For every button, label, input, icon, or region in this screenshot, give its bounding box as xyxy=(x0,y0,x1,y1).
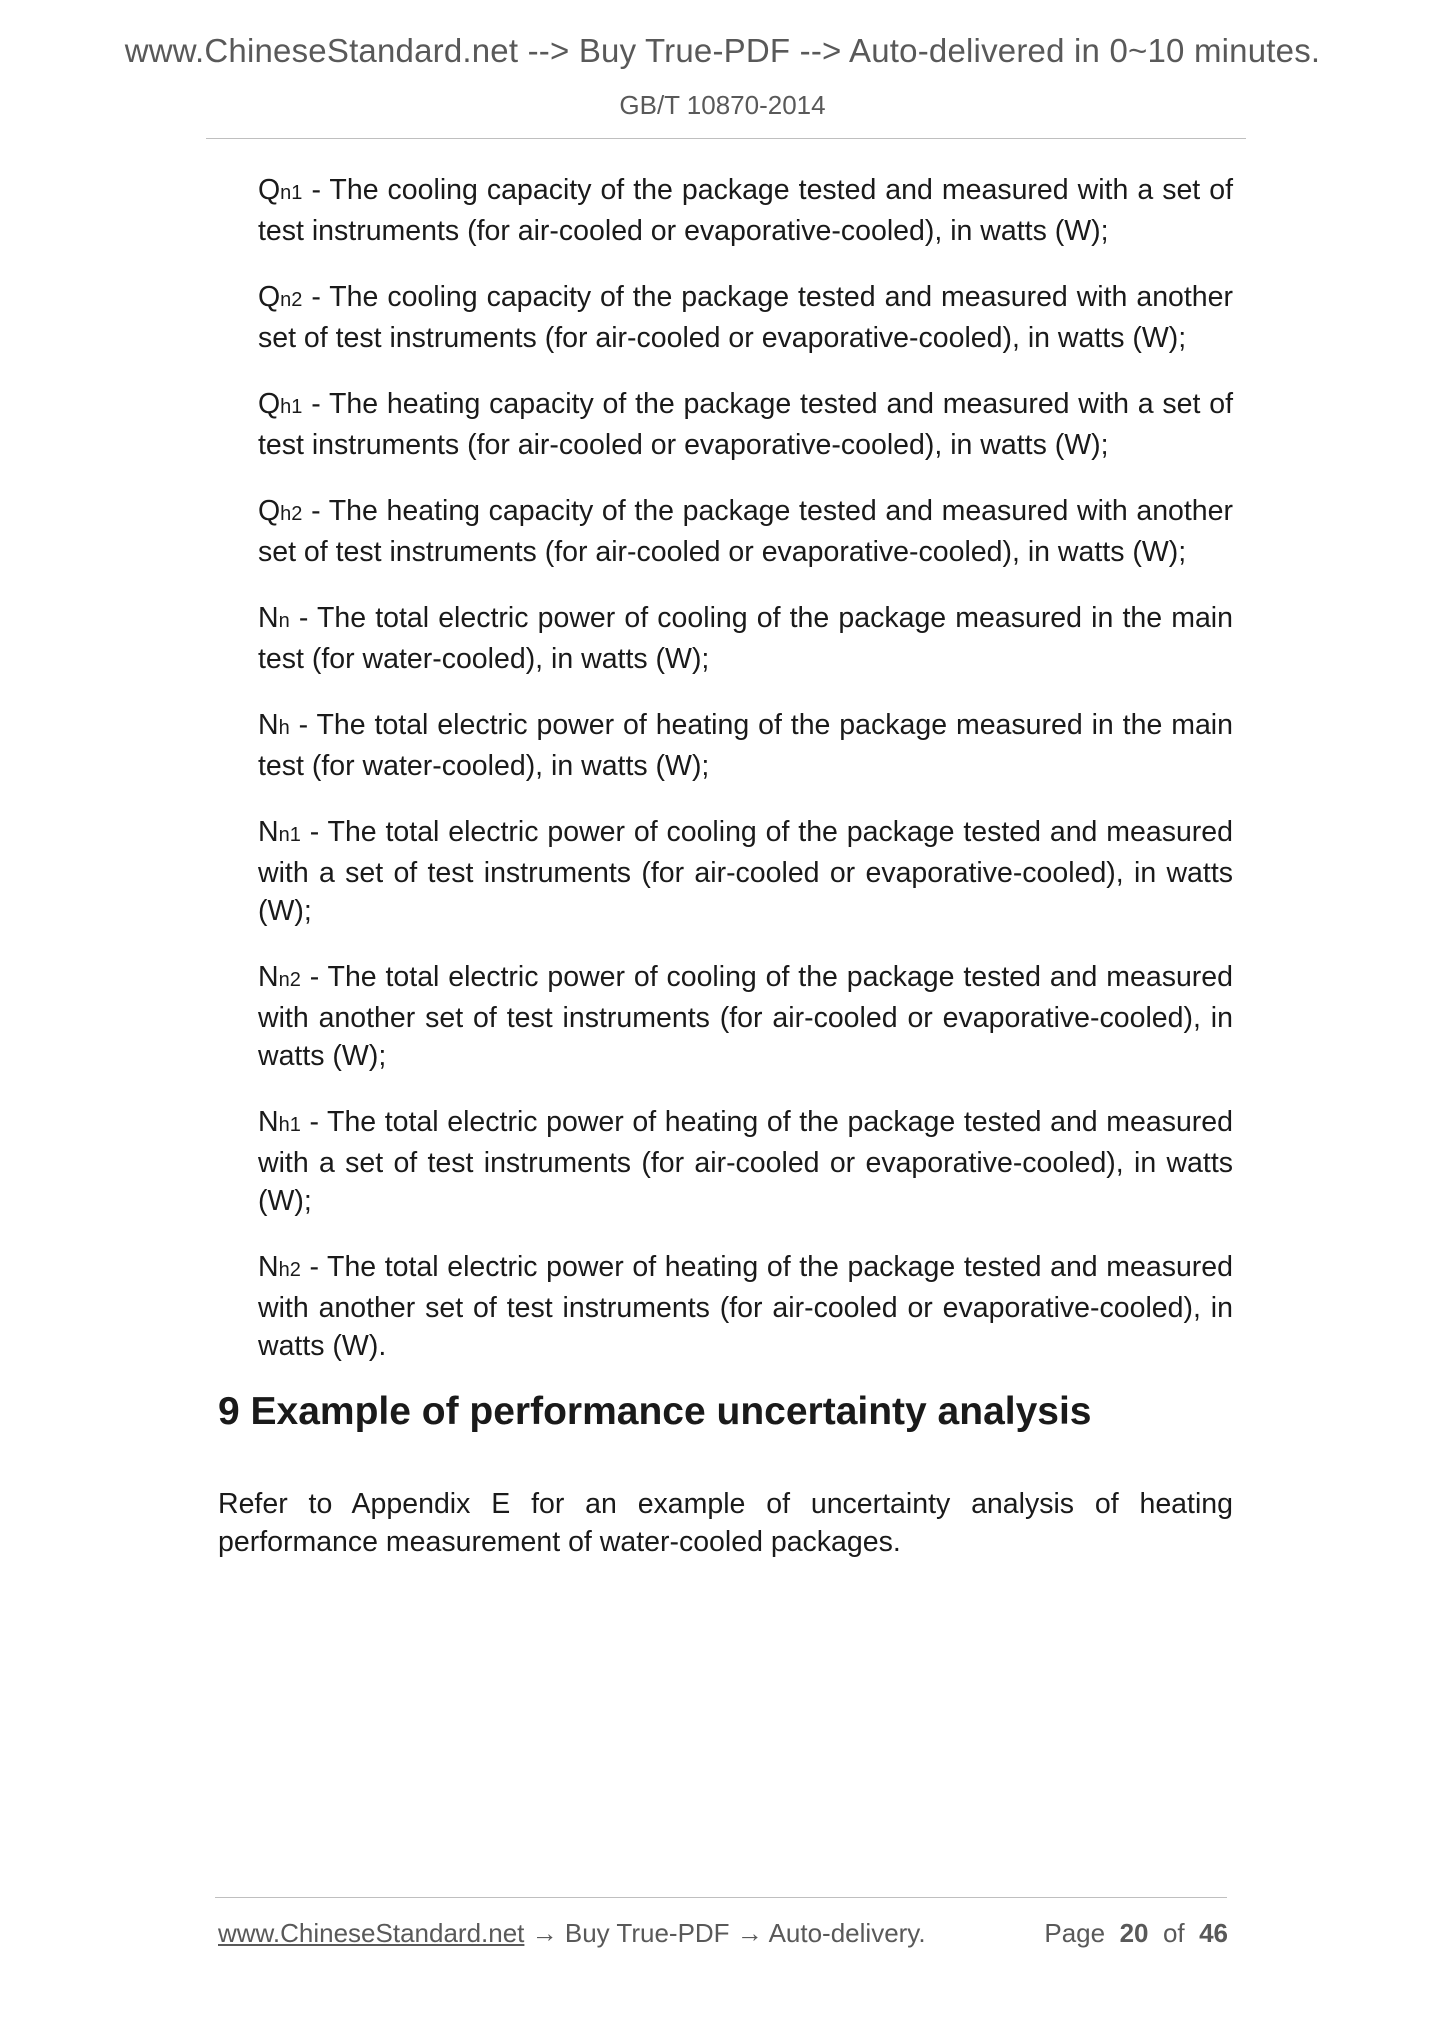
definition-text: - The cooling capacity of the package tested and measured with a set of test instruments (for air-cooled or evaporative-cooled), in watts (W); xyxy=(258,174,1233,247)
definition-text: - The total electric power of cooling of the package tested and measured with another set of test instruments (for air-cooled or evaporative-cooled), in watts (W); xyxy=(258,961,1233,1072)
definition-nh2 xyxy=(258,1248,1233,1365)
page-number xyxy=(1044,1918,1228,1949)
definition-qn1 xyxy=(258,171,1233,250)
subscript: n2 xyxy=(278,969,301,991)
definition-text: - The total electric power of heating of the package tested and measured with another set of test instruments (for air-cooled or evaporative-cooled), in watts (W). xyxy=(258,1251,1233,1362)
subscript: n2 xyxy=(280,289,303,311)
section-paragraph: Refer to Appendix E for an example of uncertainty analysis of heating performance measurement of water-cooled packages. xyxy=(218,1488,1233,1558)
footer-tagline: → Buy True-PDF → Auto-delivery. xyxy=(524,1918,926,1948)
section-heading: 9 Example of performance uncertainty analysis xyxy=(218,1390,1092,1433)
site-banner: www.ChineseStandard.net --> Buy True-PDF --> Auto-delivered in 0~10 minutes. xyxy=(124,32,1321,69)
document-code: GB/T 10870-2014 xyxy=(619,90,826,120)
subscript: n xyxy=(278,610,290,632)
symbol: N xyxy=(258,602,279,634)
subscript: h2 xyxy=(280,503,303,525)
subscript: h2 xyxy=(278,1259,301,1281)
symbol: N xyxy=(258,1251,279,1283)
definition-qh2 xyxy=(258,492,1233,571)
definition-nn2 xyxy=(258,958,1233,1075)
symbol: N xyxy=(258,816,279,848)
page-total: 46 xyxy=(1199,1918,1228,1948)
subscript: n1 xyxy=(280,182,303,204)
definition-text: - The heating capacity of the package tested and measured with another set of test instruments (for air-cooled or evaporative-cooled), in watts (W); xyxy=(258,495,1233,568)
symbol: Q xyxy=(258,174,281,206)
footer-left xyxy=(218,1918,926,1949)
definition-text: - The total electric power of heating of the package measured in the main test (for water-cooled), in watts (W); xyxy=(258,709,1233,782)
definition-nh xyxy=(258,706,1233,785)
definition-qn2 xyxy=(258,278,1233,357)
symbol: N xyxy=(258,1106,279,1138)
definition-text: - The total electric power of heating of the package tested and measured with a set of test instruments (for air-cooled or evaporative-cooled), in watts (W); xyxy=(258,1106,1233,1217)
symbol: N xyxy=(258,709,279,741)
subscript: h xyxy=(278,717,290,739)
page-label: Page xyxy=(1044,1918,1106,1948)
page-current: 20 xyxy=(1119,1918,1149,1948)
definition-nn1 xyxy=(258,813,1233,930)
definition-nh1 xyxy=(258,1103,1233,1220)
header-divider xyxy=(206,138,1246,139)
symbol: Q xyxy=(258,388,281,420)
symbol: N xyxy=(258,961,279,993)
symbol: Q xyxy=(258,281,281,313)
of-label: of xyxy=(1162,1918,1185,1948)
footer-divider xyxy=(215,1897,1227,1898)
definition-text: - The total electric power of cooling of the package tested and measured with a set of test instruments (for air-cooled or evaporative-cooled), in watts (W); xyxy=(258,816,1233,927)
subscript: h1 xyxy=(278,1114,301,1136)
site-link[interactable]: www.ChineseStandard.net xyxy=(218,1918,525,1948)
definition-qh1 xyxy=(258,385,1233,464)
definition-text: - The heating capacity of the package tested and measured with a set of test instruments (for air-cooled or evaporative-cooled), in watts (W); xyxy=(258,388,1233,461)
definition-nn xyxy=(258,599,1233,678)
definition-text: - The cooling capacity of the package tested and measured with another set of test instruments (for air-cooled or evaporative-cooled), in watts (W); xyxy=(258,281,1233,354)
definition-text: - The total electric power of cooling of the package measured in the main test (for water-cooled), in watts (W); xyxy=(258,602,1233,675)
subscript: h1 xyxy=(280,396,303,418)
definition-list xyxy=(258,171,1233,1393)
subscript: n1 xyxy=(278,824,301,846)
symbol: Q xyxy=(258,495,281,527)
